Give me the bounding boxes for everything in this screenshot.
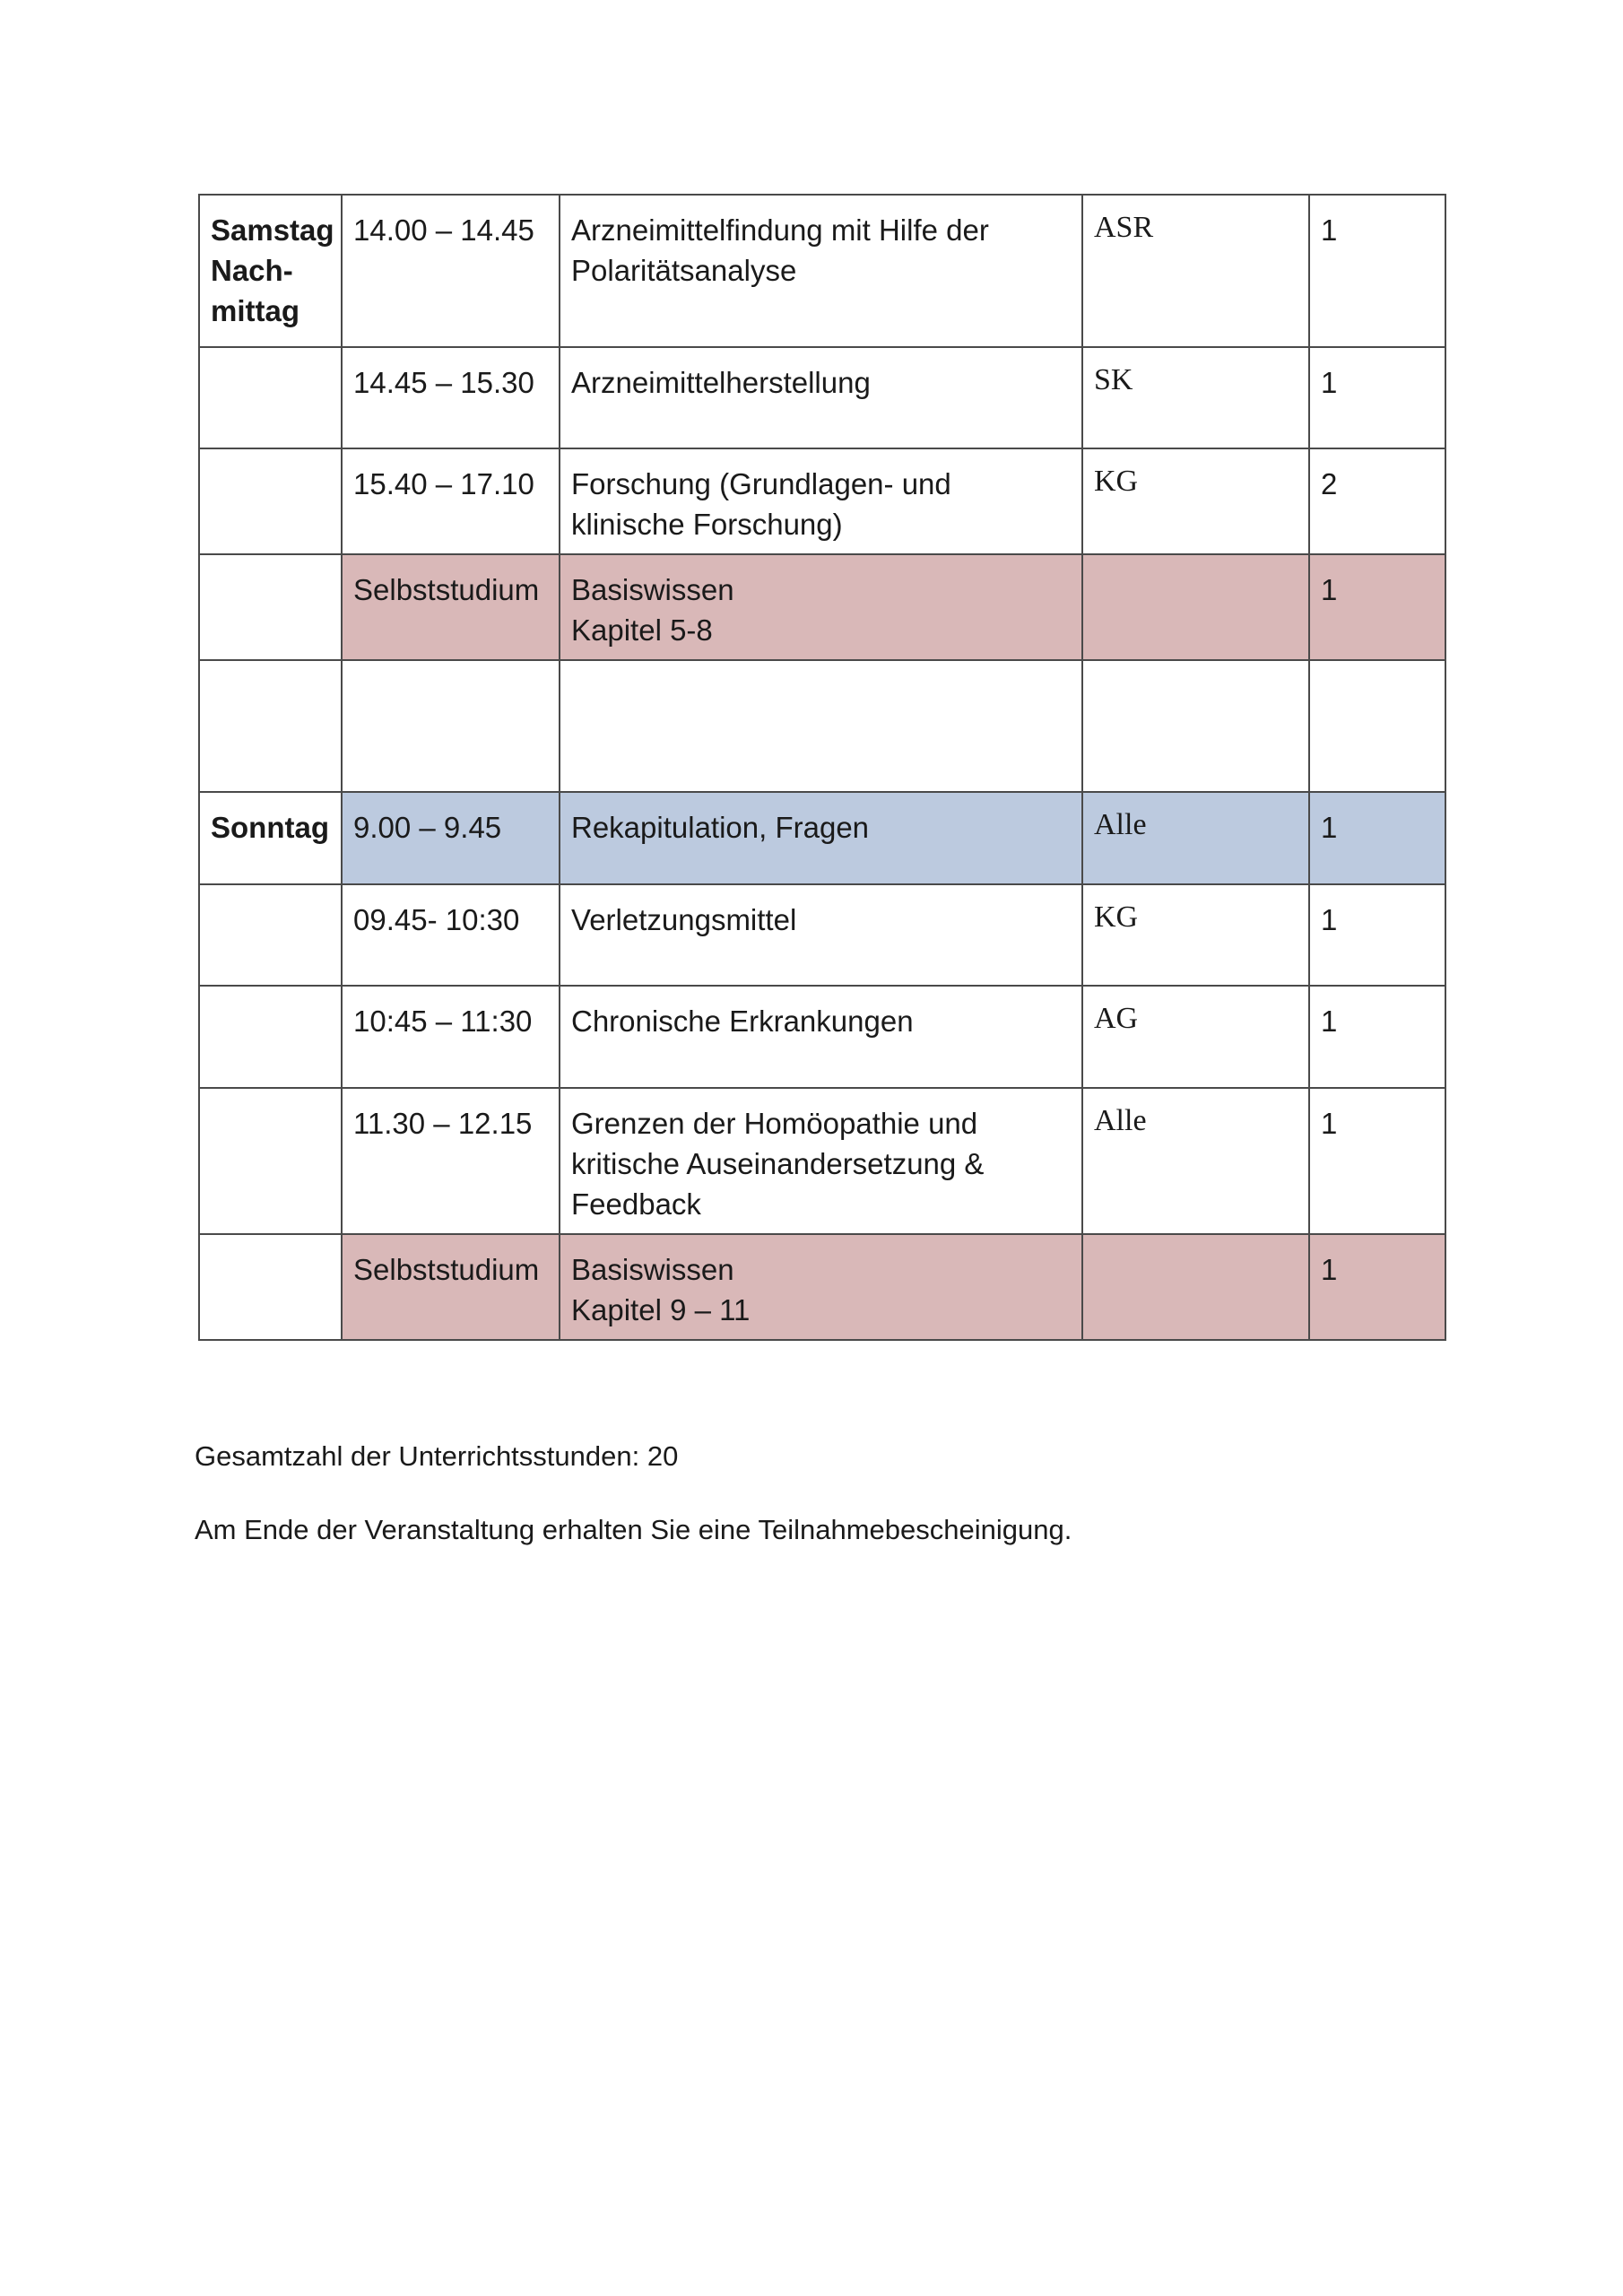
topic-text: Verletzungsmittel	[571, 903, 797, 936]
topic-cell	[560, 660, 1082, 792]
topic-text: Rekapitulation, Fragen	[571, 811, 870, 844]
table-row	[199, 1234, 1445, 1340]
time-cell: 14.00 – 14.45	[342, 195, 560, 347]
hours-cell	[1309, 660, 1445, 792]
hours-cell: 1	[1309, 1088, 1445, 1234]
time-cell: Selbststudium	[342, 1234, 560, 1340]
topic-text: Feedback	[571, 1187, 701, 1221]
hours-cell: 1	[1309, 1234, 1445, 1340]
topic-text: Kapitel 9 – 11	[571, 1293, 751, 1326]
day-cell	[199, 986, 342, 1088]
topic-cell	[560, 986, 1082, 1088]
hours-cell: 1	[1309, 792, 1445, 884]
hours-cell: 2	[1309, 448, 1445, 554]
table-row	[199, 195, 1445, 347]
day-cell	[199, 660, 342, 792]
hours-cell: 1	[1309, 554, 1445, 660]
topic-text: Chronische Erkrankungen	[571, 1004, 914, 1038]
instructor-cell	[1082, 554, 1309, 660]
instructor-cell: KG	[1082, 884, 1309, 986]
instructor-cell: Alle	[1082, 1088, 1309, 1234]
topic-cell	[560, 195, 1082, 347]
table-row	[199, 554, 1445, 660]
topic-text: Polaritätsanalyse	[571, 254, 797, 287]
topic-text: Basiswissen	[571, 1253, 734, 1286]
topic-text: Kapitel 5-8	[571, 613, 713, 647]
topic-cell	[560, 448, 1082, 554]
table-row	[199, 1088, 1445, 1234]
topic-cell	[560, 1088, 1082, 1234]
instructor-cell: KG	[1082, 448, 1309, 554]
instructor-cell	[1082, 1234, 1309, 1340]
schedule-table	[198, 194, 1446, 1341]
table-row	[199, 660, 1445, 792]
hours-cell: 1	[1309, 884, 1445, 986]
day-label: Sonntag	[211, 811, 329, 844]
topic-cell	[560, 347, 1082, 448]
time-cell: 15.40 – 17.10	[342, 448, 560, 554]
topic-text: kritische Auseinandersetzung &	[571, 1147, 985, 1180]
day-cell	[199, 347, 342, 448]
topic-text: Basiswissen	[571, 573, 734, 606]
day-cell	[199, 195, 342, 347]
topic-cell	[560, 1234, 1082, 1340]
topic-text: Grenzen der Homöopathie und	[571, 1107, 978, 1140]
topic-cell	[560, 792, 1082, 884]
table-row	[199, 448, 1445, 554]
hours-cell: 1	[1309, 347, 1445, 448]
day-label: mittag	[211, 294, 299, 327]
topic-cell	[560, 554, 1082, 660]
instructor-cell: ASR	[1082, 195, 1309, 347]
table-row	[199, 792, 1445, 884]
time-cell	[342, 660, 560, 792]
table-row	[199, 884, 1445, 986]
table-row	[199, 347, 1445, 448]
day-label: Nach-	[211, 254, 293, 287]
time-cell: 10:45 – 11:30	[342, 986, 560, 1088]
instructor-cell	[1082, 660, 1309, 792]
day-cell	[199, 448, 342, 554]
certificate-note: Am Ende der Veranstaltung erhalten Sie eine Teilnahmebescheinigung.	[195, 1514, 1072, 1545]
topic-cell	[560, 884, 1082, 986]
time-cell: 09.45- 10:30	[342, 884, 560, 986]
day-cell	[199, 792, 342, 884]
instructor-cell: Alle	[1082, 792, 1309, 884]
time-cell: 14.45 – 15.30	[342, 347, 560, 448]
hours-cell: 1	[1309, 986, 1445, 1088]
topic-text: Arzneimittelfindung mit Hilfe der	[571, 213, 989, 247]
time-cell: Selbststudium	[342, 554, 560, 660]
instructor-cell: AG	[1082, 986, 1309, 1088]
total-hours-text: Gesamtzahl der Unterrichtsstunden: 20	[195, 1440, 679, 1472]
instructor-cell: SK	[1082, 347, 1309, 448]
day-cell	[199, 884, 342, 986]
day-cell	[199, 554, 342, 660]
day-cell	[199, 1088, 342, 1234]
hours-cell: 1	[1309, 195, 1445, 347]
day-cell	[199, 1234, 342, 1340]
time-cell: 9.00 – 9.45	[342, 792, 560, 884]
topic-text: Arzneimittelherstellung	[571, 366, 871, 399]
time-cell: 11.30 – 12.15	[342, 1088, 560, 1234]
topic-text: Forschung (Grundlagen- und	[571, 467, 951, 500]
topic-text: klinische Forschung)	[571, 508, 843, 541]
table-row	[199, 986, 1445, 1088]
day-label: Samstag	[211, 213, 334, 247]
